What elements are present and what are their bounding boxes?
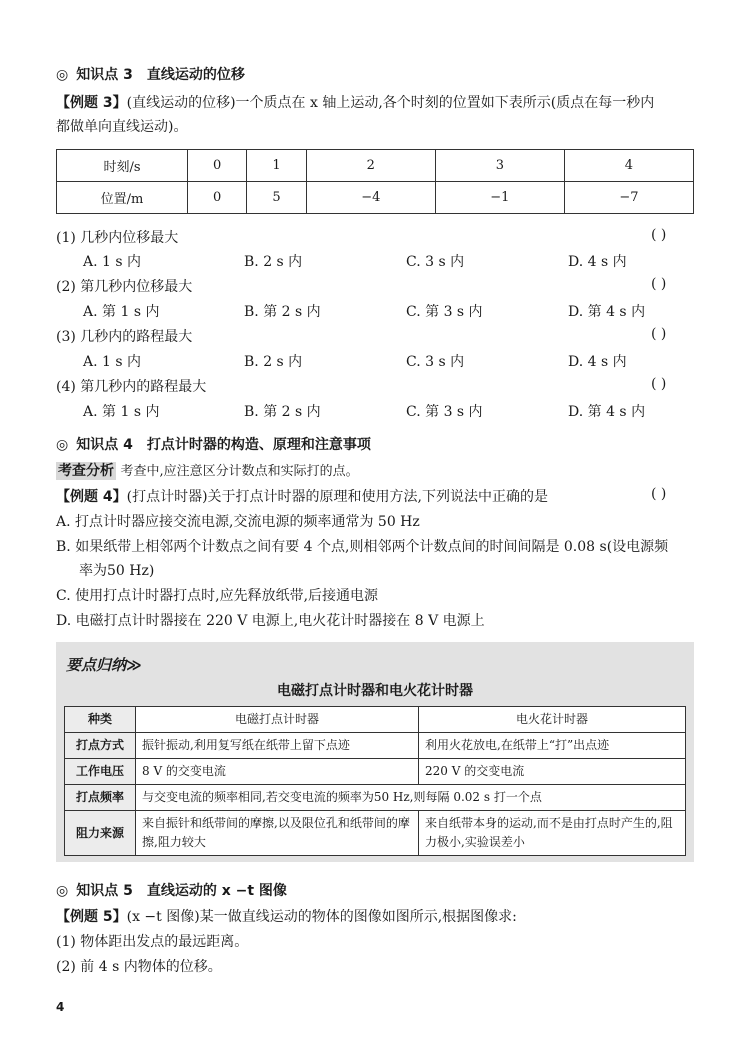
row-label: 工作电压 — [65, 759, 136, 785]
analysis-text: 考查中,应注意区分计数点和实际打的点。 — [120, 464, 359, 479]
option-4c[interactable]: C. 第 3 s 内 — [406, 404, 483, 420]
kp4-label: 知识点 4 — [76, 437, 133, 453]
question-1: (1) 几秒内位移最大 — [56, 230, 179, 246]
kp4-heading — [56, 434, 371, 454]
table-cell: −4 — [306, 182, 435, 214]
option-3c[interactable]: C. 3 s 内 — [406, 354, 465, 370]
table-cell: 5 — [247, 182, 306, 214]
option-2a[interactable]: A. 第 1 s 内 — [83, 304, 160, 320]
summary-subtitle: 电磁打点计时器和电火花计时器 — [277, 683, 473, 699]
ex4-option-a[interactable]: A. 打点计时器应接交流电源,交流电源的频率通常为 50 Hz — [56, 514, 420, 530]
ex4-line — [56, 486, 548, 506]
answer-bracket-3[interactable]: ( ) — [651, 326, 667, 342]
table-cell: 来自纸带本身的运动,而不是由打点时产生的,阻力极小,实验误差小 — [419, 811, 686, 856]
row-label: 阻力来源 — [65, 811, 136, 856]
question-4: (4) 第几秒内的路程最大 — [56, 379, 207, 395]
kp5-heading — [56, 880, 287, 900]
ex4-label: 【例题 4】 — [56, 489, 127, 505]
option-3b[interactable]: B. 2 s 内 — [244, 354, 303, 370]
option-4d[interactable]: D. 第 4 s 内 — [568, 404, 646, 420]
answer-bracket-1[interactable]: ( ) — [651, 227, 667, 243]
kp3-heading — [56, 64, 245, 84]
position-table — [56, 149, 694, 214]
analysis-tag: 考查分析 — [58, 463, 114, 479]
ex4-text: (打点计时器)关于打点计时器的原理和使用方法,下列说法中正确的是 — [126, 489, 548, 505]
table-row — [65, 759, 686, 785]
option-4b[interactable]: B. 第 2 s 内 — [244, 404, 321, 420]
table-cell: 利用火花放电,在纸带上“打”出点迹 — [419, 733, 686, 759]
option-1a[interactable]: A. 1 s 内 — [83, 254, 142, 270]
table-cell: 时刻/s — [57, 150, 188, 182]
table-cell: 0 — [188, 182, 247, 214]
kp3-title: 直线运动的位移 — [146, 67, 245, 83]
option-3d[interactable]: D. 4 s 内 — [568, 354, 627, 370]
table-row — [57, 182, 694, 214]
option-2d[interactable]: D. 第 4 s 内 — [568, 304, 646, 320]
ex3-text-line1: (直线运动的位移)一个质点在 x 轴上运动,各个时刻的位置如下表所示(质点在每一秒内 — [126, 95, 655, 111]
table-cell: −7 — [564, 182, 693, 214]
option-2b[interactable]: B. 第 2 s 内 — [244, 304, 321, 320]
ex5-label: 【例题 5】 — [56, 909, 127, 925]
table-header-row — [65, 707, 686, 733]
summary-box — [56, 642, 694, 862]
ex4-option-b[interactable]: B. 如果纸带上相邻两个计数点之间有要 4 个点,则相邻两个计数点间的时间间隔是 0.08 s(设电源频 — [56, 539, 669, 555]
kp3-bullet-icon: ◎ — [56, 67, 69, 83]
table-row — [65, 785, 686, 811]
question-3: (3) 几秒内的路程最大 — [56, 329, 193, 345]
table-cell: 2 — [306, 150, 435, 182]
option-2c[interactable]: C. 第 3 s 内 — [406, 304, 483, 320]
ex3-text-line2: 都做单向直线运动)。 — [56, 119, 188, 135]
header-cell: 电火花计时器 — [419, 707, 686, 733]
table-cell: 振针振动,利用复写纸在纸带上留下点迹 — [136, 733, 419, 759]
table-row — [65, 811, 686, 856]
ex5-line — [56, 906, 517, 926]
row-label: 打点频率 — [65, 785, 136, 811]
table-cell: 1 — [247, 150, 306, 182]
table-cell: 位置/m — [57, 182, 188, 214]
kp3-label: 知识点 3 — [76, 67, 133, 83]
row-label: 打点方式 — [65, 733, 136, 759]
table-cell: 3 — [435, 150, 564, 182]
ex4-option-c[interactable]: C. 使用打点计时器打点时,应先释放纸带,后接通电源 — [56, 588, 379, 604]
kp5-label: 知识点 5 — [76, 883, 133, 899]
option-4a[interactable]: A. 第 1 s 内 — [83, 404, 160, 420]
table-cell: −1 — [435, 182, 564, 214]
ex5-text: (x −t 图像)某一做直线运动的物体的图像如图所示,根据图像求: — [126, 909, 517, 925]
kp5-bullet-icon: ◎ — [56, 883, 69, 899]
ex3-label: 【例题 3】 — [56, 95, 127, 111]
ex4-option-d[interactable]: D. 电磁打点计时器接在 220 V 电源上,电火花计时器接在 8 V 电源上 — [56, 613, 485, 629]
option-3a[interactable]: A. 1 s 内 — [83, 354, 142, 370]
kp4-title: 打点计时器的构造、原理和注意事项 — [146, 437, 371, 453]
summary-title: 要点归纳≫ — [66, 656, 142, 674]
table-cell: 8 V 的交变电流 — [136, 759, 419, 785]
question-2: (2) 第几秒内位移最大 — [56, 279, 193, 295]
table-row — [65, 733, 686, 759]
table-cell: 220 V 的交变电流 — [419, 759, 686, 785]
answer-bracket-ex4[interactable]: ( ) — [651, 486, 667, 502]
table-cell: 0 — [188, 150, 247, 182]
kp4-bullet-icon: ◎ — [56, 437, 69, 453]
table-cell: 来自振针和纸带间的摩擦,以及限位孔和纸带间的摩擦,阻力较大 — [136, 811, 419, 856]
analysis-line — [56, 460, 359, 480]
table-row — [57, 150, 694, 182]
option-1b[interactable]: B. 2 s 内 — [244, 254, 303, 270]
option-1c[interactable]: C. 3 s 内 — [406, 254, 465, 270]
ex3-line1 — [56, 92, 654, 112]
comparison-table — [64, 706, 686, 856]
page-number: 4 — [56, 1000, 65, 1014]
kp5-title: 直线运动的 x −t 图像 — [146, 883, 287, 899]
ex4-option-b-cont: 率为50 Hz) — [79, 563, 155, 579]
table-cell: 4 — [564, 150, 693, 182]
header-cell: 种类 — [65, 707, 136, 733]
option-1d[interactable]: D. 4 s 内 — [568, 254, 627, 270]
ex5-question-1: (1) 物体距出发点的最远距离。 — [56, 934, 249, 950]
ex5-question-2: (2) 前 4 s 内物体的位移。 — [56, 959, 222, 975]
header-cell: 电磁打点计时器 — [136, 707, 419, 733]
table-cell-merged: 与交变电流的频率相同,若交变电流的频率为50 Hz,则每隔 0.02 s 打一个点 — [136, 785, 686, 811]
answer-bracket-2[interactable]: ( ) — [651, 276, 667, 292]
answer-bracket-4[interactable]: ( ) — [651, 376, 667, 392]
